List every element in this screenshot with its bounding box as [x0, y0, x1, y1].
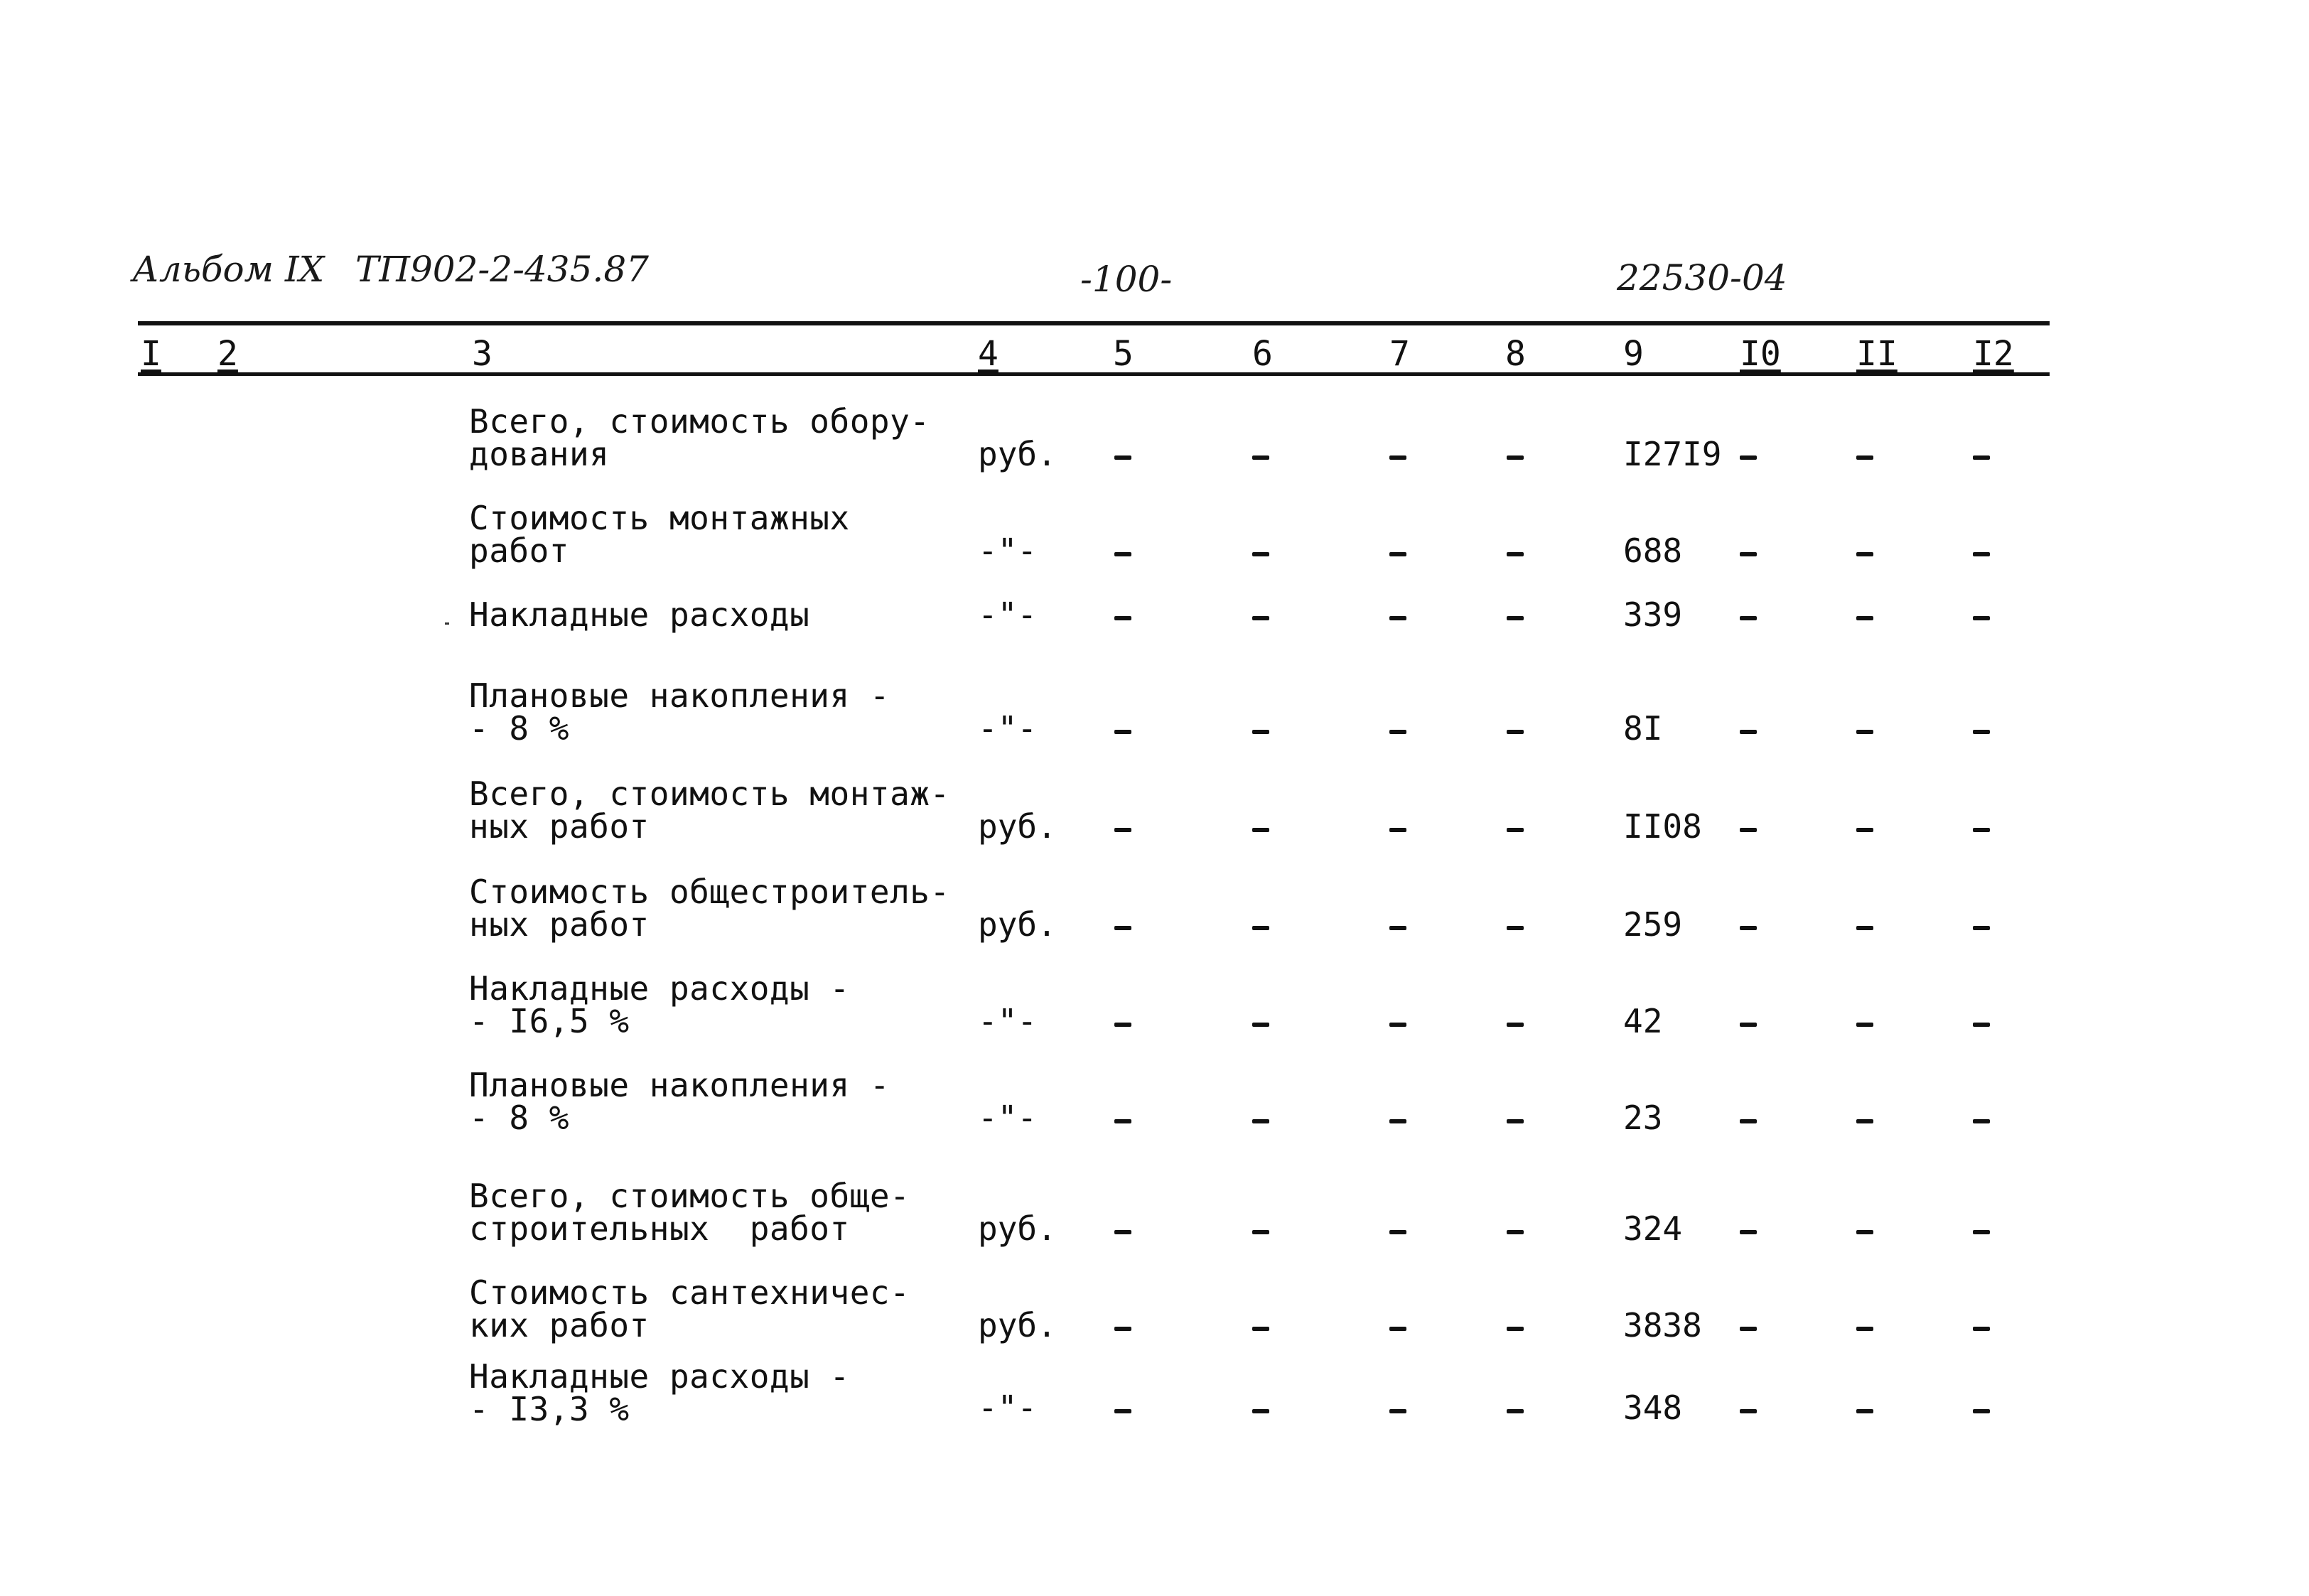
dash-col-8: [1507, 926, 1524, 930]
stray-mark: [445, 622, 449, 625]
column-header-12: I2: [1973, 334, 2014, 374]
dash-col-7: [1389, 1230, 1406, 1234]
dash-col-11: [1856, 455, 1873, 460]
dash-col-10: [1740, 552, 1757, 556]
row-unit: руб.: [978, 905, 1057, 944]
dash-col-5: [1114, 926, 1131, 930]
dash-col-11: [1856, 1023, 1873, 1027]
row-unit: -"-: [978, 709, 1038, 748]
dash-col-11: [1856, 1409, 1873, 1413]
dash-col-5: [1114, 828, 1131, 832]
dash-col-8: [1507, 1119, 1524, 1123]
dash-col-7: [1389, 730, 1406, 734]
row-value-col-9: I27I9: [1623, 435, 1722, 473]
dash-col-12: [1973, 1230, 1990, 1234]
dash-col-12: [1973, 455, 1990, 460]
dash-col-10: [1740, 1119, 1757, 1123]
dash-col-5: [1114, 616, 1131, 620]
dash-col-12: [1973, 1327, 1990, 1331]
dash-col-12: [1973, 828, 1990, 832]
dash-col-12: [1973, 552, 1990, 556]
dash-col-10: [1740, 926, 1757, 930]
dash-col-5: [1114, 1119, 1131, 1123]
row-description-line: Накладные расходы: [469, 595, 810, 634]
row-description-line: - I6,5 %: [469, 1002, 630, 1040]
dash-col-6: [1252, 1327, 1269, 1331]
dash-col-6: [1252, 455, 1269, 460]
dash-col-7: [1389, 552, 1406, 556]
dash-col-8: [1507, 828, 1524, 832]
row-value-col-9: 42: [1623, 1002, 1663, 1040]
dash-col-10: [1740, 455, 1757, 460]
dash-col-11: [1856, 1119, 1873, 1123]
row-unit: руб.: [978, 1209, 1057, 1248]
dash-col-11: [1856, 1327, 1873, 1331]
dash-col-6: [1252, 1023, 1269, 1027]
row-value-col-9: 8I: [1623, 709, 1663, 748]
row-description-line: Стоимость монтажных: [469, 499, 850, 537]
dash-col-12: [1973, 616, 1990, 620]
dash-col-8: [1507, 1023, 1524, 1027]
row-description-line: Всего, стоимость монтаж-: [469, 775, 950, 813]
dash-col-6: [1252, 1119, 1269, 1123]
row-description-line: работ: [469, 532, 569, 570]
document-code: 22530-04: [1617, 257, 1787, 298]
dash-col-8: [1507, 552, 1524, 556]
dash-col-11: [1856, 926, 1873, 930]
dash-col-12: [1973, 1023, 1990, 1027]
dash-col-12: [1973, 926, 1990, 930]
row-unit: руб.: [978, 435, 1057, 473]
row-description-line: - I3,3 %: [469, 1390, 630, 1428]
dash-col-6: [1252, 926, 1269, 930]
dash-col-10: [1740, 1409, 1757, 1413]
dash-col-6: [1252, 616, 1269, 620]
row-description-line: Плановые накопления -: [469, 676, 890, 715]
dash-col-7: [1389, 1327, 1406, 1331]
dash-col-7: [1389, 1023, 1406, 1027]
row-description-line: - 8 %: [469, 1099, 569, 1137]
dash-col-8: [1507, 730, 1524, 734]
column-header-9: 9: [1623, 334, 1644, 374]
dash-col-11: [1856, 1230, 1873, 1234]
dash-col-10: [1740, 1327, 1757, 1331]
row-description-line: дования: [469, 435, 610, 473]
dash-col-8: [1507, 1230, 1524, 1234]
row-description-line: строительных работ: [469, 1209, 850, 1248]
dash-col-7: [1389, 455, 1406, 460]
row-unit: -"-: [978, 595, 1038, 634]
row-description-line: Стоимость общестроитель-: [469, 873, 950, 911]
row-value-col-9: 3838: [1623, 1306, 1702, 1344]
row-description-line: ных работ: [469, 807, 650, 846]
dash-col-8: [1507, 616, 1524, 620]
dash-col-7: [1389, 926, 1406, 930]
row-unit: -"-: [978, 1389, 1038, 1427]
row-unit: -"-: [978, 1002, 1038, 1040]
dash-col-5: [1114, 1327, 1131, 1331]
dash-col-8: [1507, 1327, 1524, 1331]
dash-col-6: [1252, 1230, 1269, 1234]
row-description-line: Накладные расходы -: [469, 1357, 850, 1396]
row-unit: -"-: [978, 1099, 1038, 1137]
row-value-col-9: 324: [1623, 1209, 1683, 1248]
row-description-line: Накладные расходы -: [469, 969, 850, 1008]
dash-col-11: [1856, 616, 1873, 620]
dash-col-10: [1740, 730, 1757, 734]
row-description-line: Всего, стоимость обще-: [469, 1177, 910, 1215]
column-header-11: II: [1856, 334, 1898, 374]
row-value-col-9: 23: [1623, 1099, 1663, 1137]
column-header-6: 6: [1252, 334, 1273, 374]
column-header-2: 2: [217, 334, 238, 374]
row-description-line: Плановые накопления -: [469, 1066, 890, 1104]
row-value-col-9: 339: [1623, 595, 1683, 634]
dash-col-7: [1389, 1409, 1406, 1413]
column-header-10: I0: [1740, 334, 1781, 374]
dash-col-7: [1389, 1119, 1406, 1123]
dash-col-6: [1252, 828, 1269, 832]
row-unit: -"-: [978, 532, 1038, 570]
dash-col-12: [1973, 730, 1990, 734]
column-header-3: 3: [472, 334, 493, 374]
column-header-5: 5: [1113, 334, 1134, 374]
row-unit: руб.: [978, 1306, 1057, 1344]
dash-col-7: [1389, 828, 1406, 832]
row-description-line: Всего, стоимость обору-: [469, 402, 930, 441]
dash-col-6: [1252, 552, 1269, 556]
table-top-rule: [138, 321, 2050, 325]
dash-col-12: [1973, 1409, 1990, 1413]
row-description-line: ных работ: [469, 905, 650, 944]
row-description-line: ких работ: [469, 1306, 650, 1344]
dash-col-6: [1252, 1409, 1269, 1413]
dash-col-5: [1114, 455, 1131, 460]
column-header-4: 4: [978, 334, 999, 374]
dash-col-10: [1740, 1230, 1757, 1234]
project-code: ТП902-2-435.87: [355, 249, 649, 290]
dash-col-5: [1114, 1023, 1131, 1027]
dash-col-12: [1973, 1119, 1990, 1123]
dash-col-10: [1740, 1023, 1757, 1027]
page-number: -100-: [1080, 259, 1173, 300]
dash-col-5: [1114, 730, 1131, 734]
row-description-line: Стоимость сантехничес-: [469, 1273, 910, 1312]
column-header-1: I: [141, 334, 161, 374]
dash-col-11: [1856, 552, 1873, 556]
row-unit: руб.: [978, 807, 1057, 846]
row-value-col-9: 348: [1623, 1389, 1683, 1427]
dash-col-11: [1856, 828, 1873, 832]
row-value-col-9: 259: [1623, 905, 1683, 944]
dash-col-10: [1740, 616, 1757, 620]
row-value-col-9: 688: [1623, 532, 1683, 570]
dash-col-8: [1507, 455, 1524, 460]
dash-col-11: [1856, 730, 1873, 734]
row-value-col-9: II08: [1623, 807, 1702, 846]
dash-col-8: [1507, 1409, 1524, 1413]
column-header-8: 8: [1505, 334, 1526, 374]
dash-col-5: [1114, 1409, 1131, 1413]
dash-col-7: [1389, 616, 1406, 620]
album-label: Альбом IX: [132, 249, 325, 290]
dash-col-6: [1252, 730, 1269, 734]
dash-col-5: [1114, 552, 1131, 556]
column-header-7: 7: [1389, 334, 1410, 374]
row-description-line: - 8 %: [469, 709, 569, 748]
dash-col-5: [1114, 1230, 1131, 1234]
dash-col-10: [1740, 828, 1757, 832]
